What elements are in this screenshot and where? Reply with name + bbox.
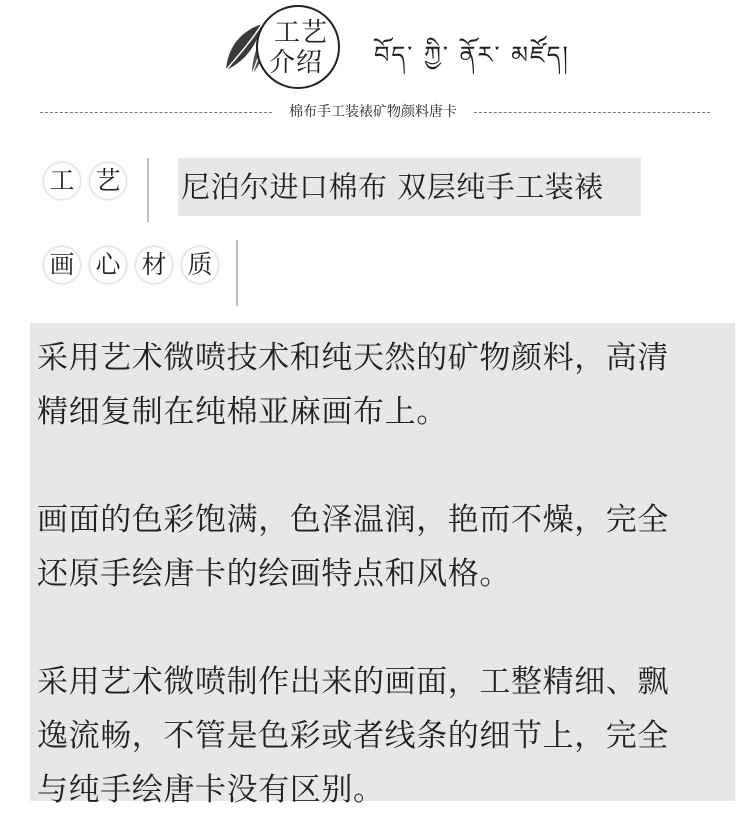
tibetan-caption: བོད་ ཀྱི་ ནོར་ མཛོད། xyxy=(374,41,570,69)
spec-label-char: 画 xyxy=(44,247,80,283)
header-divider-right xyxy=(474,112,710,113)
description-line: 逸流畅，不管是色彩或者线条的细节上，完全 xyxy=(37,718,669,754)
section-badge xyxy=(256,5,340,89)
description-line: 与纯手绘唐卡没有区别。 xyxy=(37,772,385,808)
spec-value-craft: 尼泊尔进口棉布 双层纯手工装裱 xyxy=(178,158,641,216)
description-line: 画面的色彩饱满，色泽温润，艳而不燥，完全 xyxy=(37,502,669,538)
description-line: 采用艺术微喷制作出来的画面，工整精细、飘 xyxy=(37,664,669,700)
spec-label-char: 艺 xyxy=(90,163,126,199)
spec-label-char: 工 xyxy=(44,163,80,199)
badge-title-line2: 介绍 xyxy=(268,48,323,78)
description-panel xyxy=(30,323,735,808)
description-line: 还原手绘唐卡的绘画特点和风格。 xyxy=(37,556,511,592)
description-line: 采用艺术微喷技术和纯天然的矿物颜料，高清 xyxy=(37,340,669,376)
spec-label-char: 心 xyxy=(90,247,126,283)
spec-separator xyxy=(236,240,238,306)
paragraph-gap xyxy=(37,601,735,655)
description-line: 精细复制在纯棉亚麻画布上。 xyxy=(37,394,448,430)
spec-label-char: 材 xyxy=(136,247,172,283)
spec-label-char: 质 xyxy=(182,247,218,283)
header-divider-left xyxy=(40,112,272,113)
badge-title-line1: 工艺 xyxy=(273,18,328,48)
spec-separator xyxy=(147,158,149,222)
paragraph-gap xyxy=(37,439,735,493)
header-subtitle: 棉布手工装裱矿物颜料唐卡 xyxy=(289,104,457,120)
